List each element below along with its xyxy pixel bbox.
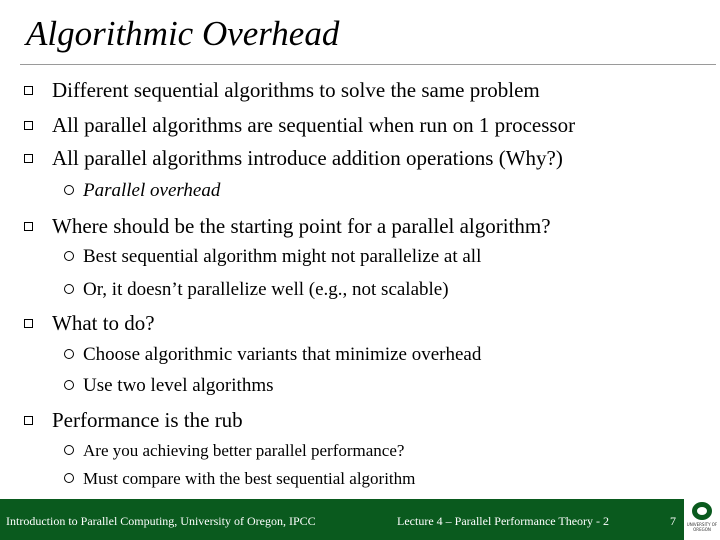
square-bullet-icon (24, 319, 33, 328)
sub-bullet-text: Are you achieving better parallel performance? (83, 441, 405, 460)
oregon-o-logo-icon (692, 502, 712, 520)
circle-bullet-icon (64, 284, 74, 294)
slide-title: Algorithmic Overhead (26, 14, 340, 53)
bullet-item (24, 146, 563, 171)
bullet-item (24, 214, 551, 239)
sub-bullet-item (64, 344, 481, 366)
sub-bullet-item (64, 441, 404, 461)
sub-bullet-item (64, 180, 220, 202)
footer-lecture-label: Lecture 4 – Parallel Performance Theory - 2 (397, 514, 610, 528)
bullet-item (24, 113, 575, 138)
sub-bullet-text: Use two level algorithms (83, 375, 274, 396)
sub-bullet-item (64, 246, 481, 268)
university-logo (684, 499, 720, 540)
page-number: 7 (670, 514, 676, 528)
square-bullet-icon (24, 121, 33, 130)
bullet-item (24, 408, 243, 433)
bullet-text: All parallel algorithms introduce addition operations (Why?) (52, 146, 563, 170)
sub-bullet-text: Must compare with the best sequential algorithm (83, 469, 416, 488)
bullet-text: Different sequential algorithms to solve the same problem (52, 78, 540, 102)
circle-bullet-icon (64, 251, 74, 261)
circle-bullet-icon (64, 349, 74, 359)
circle-bullet-icon (64, 380, 74, 390)
title-divider (20, 64, 716, 65)
circle-bullet-icon (64, 473, 74, 483)
sub-bullet-item (64, 279, 449, 301)
sub-bullet-text: Choose algorithmic variants that minimize overhead (83, 344, 482, 365)
bullet-text: Where should be the starting point for a parallel algorithm? (52, 214, 551, 238)
bullet-text: What to do? (52, 311, 155, 335)
bullet-text: Performance is the rub (52, 408, 243, 432)
logo-wordmark: UNIVERSITY OF OREGON (686, 522, 718, 532)
sub-bullet-text: Or, it doesn’t parallelize well (e.g., not scalable) (83, 279, 449, 300)
circle-bullet-icon (64, 185, 74, 195)
square-bullet-icon (24, 222, 33, 231)
footer-course-label: Introduction to Parallel Computing, University of Oregon, IPCC (6, 514, 316, 528)
sub-bullet-text: Parallel overhead (83, 180, 221, 201)
square-bullet-icon (24, 86, 33, 95)
square-bullet-icon (24, 154, 33, 163)
sub-bullet-item (64, 375, 274, 397)
sub-bullet-text: Best sequential algorithm might not parallelize at all (83, 246, 482, 267)
square-bullet-icon (24, 416, 33, 425)
slide-footer (0, 499, 684, 540)
bullet-text: All parallel algorithms are sequential when run on 1 processor (52, 113, 576, 137)
sub-bullet-item (64, 469, 415, 489)
circle-bullet-icon (64, 445, 74, 455)
bullet-item (24, 311, 155, 336)
bullet-item (24, 78, 540, 103)
